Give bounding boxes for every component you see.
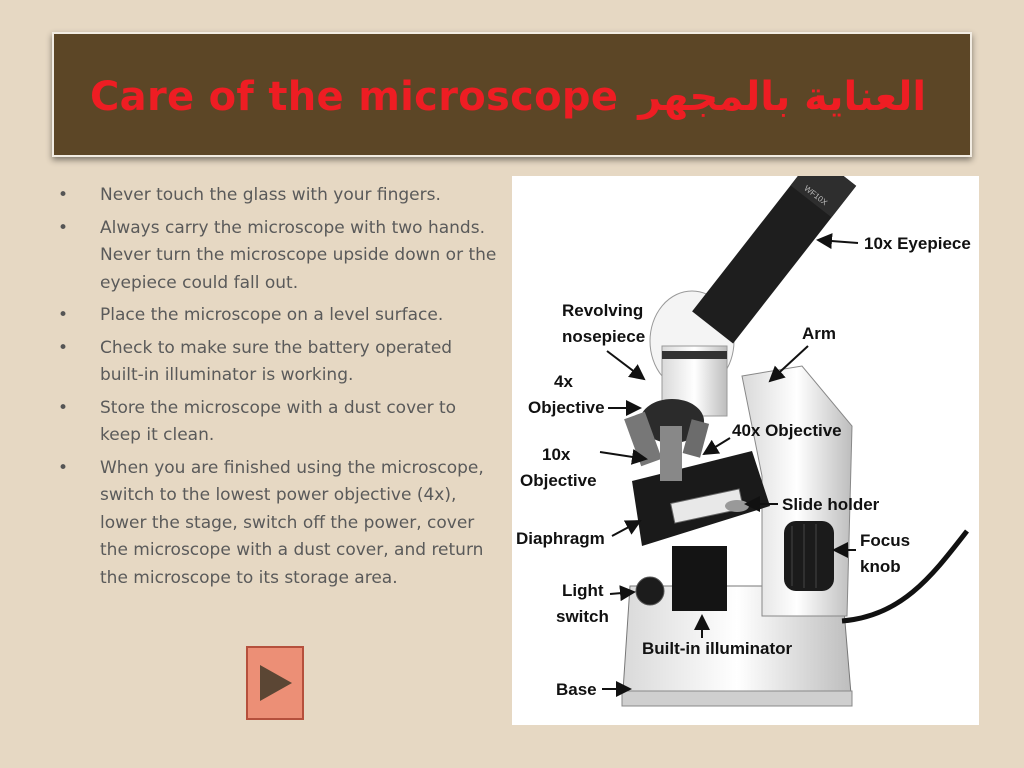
bullet-dot: • bbox=[58, 305, 69, 325]
bullet-dot: • bbox=[58, 397, 69, 418]
bullet-item bbox=[58, 215, 498, 298]
next-slide-button[interactable] bbox=[246, 646, 304, 720]
bullet-item bbox=[58, 395, 498, 450]
label-obj40: 40x Objective bbox=[732, 421, 842, 440]
microscope-diagram bbox=[512, 176, 979, 725]
title-arabic: العناية بالمجهر bbox=[638, 74, 927, 120]
bullet-text: Place the microscope on a level surface. bbox=[100, 305, 444, 325]
title-bar bbox=[52, 32, 972, 157]
label-arm: Arm bbox=[802, 324, 837, 343]
title-english: Care of the microscope bbox=[90, 74, 619, 120]
label-obj10-2: Objective bbox=[520, 471, 597, 490]
bullet-dot: • bbox=[58, 337, 69, 358]
bullet-dot: • bbox=[58, 217, 69, 238]
bullet-text: Check to make sure the battery operated built-in illuminator is working. bbox=[100, 337, 453, 385]
label-nosepiece-2: nosepiece bbox=[562, 327, 646, 346]
bullet-dot: • bbox=[58, 457, 69, 478]
slide-title bbox=[90, 74, 926, 120]
label-focus-1: Focus bbox=[860, 531, 911, 550]
label-obj4-2: Objective bbox=[528, 398, 605, 417]
label-diaphragm: Diaphragm bbox=[516, 529, 605, 548]
label-light-2: switch bbox=[556, 607, 609, 626]
stage-shape bbox=[632, 451, 770, 546]
label-obj4-1: 4x bbox=[554, 372, 573, 391]
bullet-dot: • bbox=[58, 185, 69, 205]
microscope-illustration bbox=[512, 176, 979, 725]
label-slide-holder: Slide holder bbox=[782, 495, 880, 514]
focus-knob-shape bbox=[784, 521, 834, 591]
label-nosepiece-1: Revolving bbox=[562, 301, 644, 320]
bullet-text: When you are finished using the microscope, switch to the lowest power objective (4x), lower the stage, switch off the power, cover the microscope with a dust cover, and return the microscope to its storage area. bbox=[100, 457, 484, 588]
label-light-1: Light bbox=[562, 581, 604, 600]
bullet-text: Never touch the glass with your fingers. bbox=[100, 185, 441, 205]
eyepiece-marking: WF10X bbox=[802, 183, 829, 208]
bullet-item bbox=[58, 182, 498, 210]
label-base: Base bbox=[556, 680, 597, 699]
bullet-text: Always carry the microscope with two hands. Never turn the microscope upside down or the eyepiece could fall out. bbox=[100, 217, 497, 293]
bullet-item bbox=[58, 335, 498, 390]
bullet-text: Store the microscope with a dust cover to keep it clean. bbox=[100, 397, 457, 445]
bullet-item bbox=[58, 455, 498, 593]
label-illuminator: Built-in illuminator bbox=[642, 639, 793, 658]
label-focus-2: knob bbox=[860, 557, 901, 576]
eyepiece-tube-shape bbox=[692, 176, 856, 343]
play-arrow-icon bbox=[260, 665, 292, 701]
bullet-item bbox=[58, 302, 498, 330]
bullet-list bbox=[58, 182, 498, 597]
label-obj10-1: 10x bbox=[542, 445, 571, 464]
label-eyepiece: 10x Eyepiece bbox=[864, 234, 971, 253]
